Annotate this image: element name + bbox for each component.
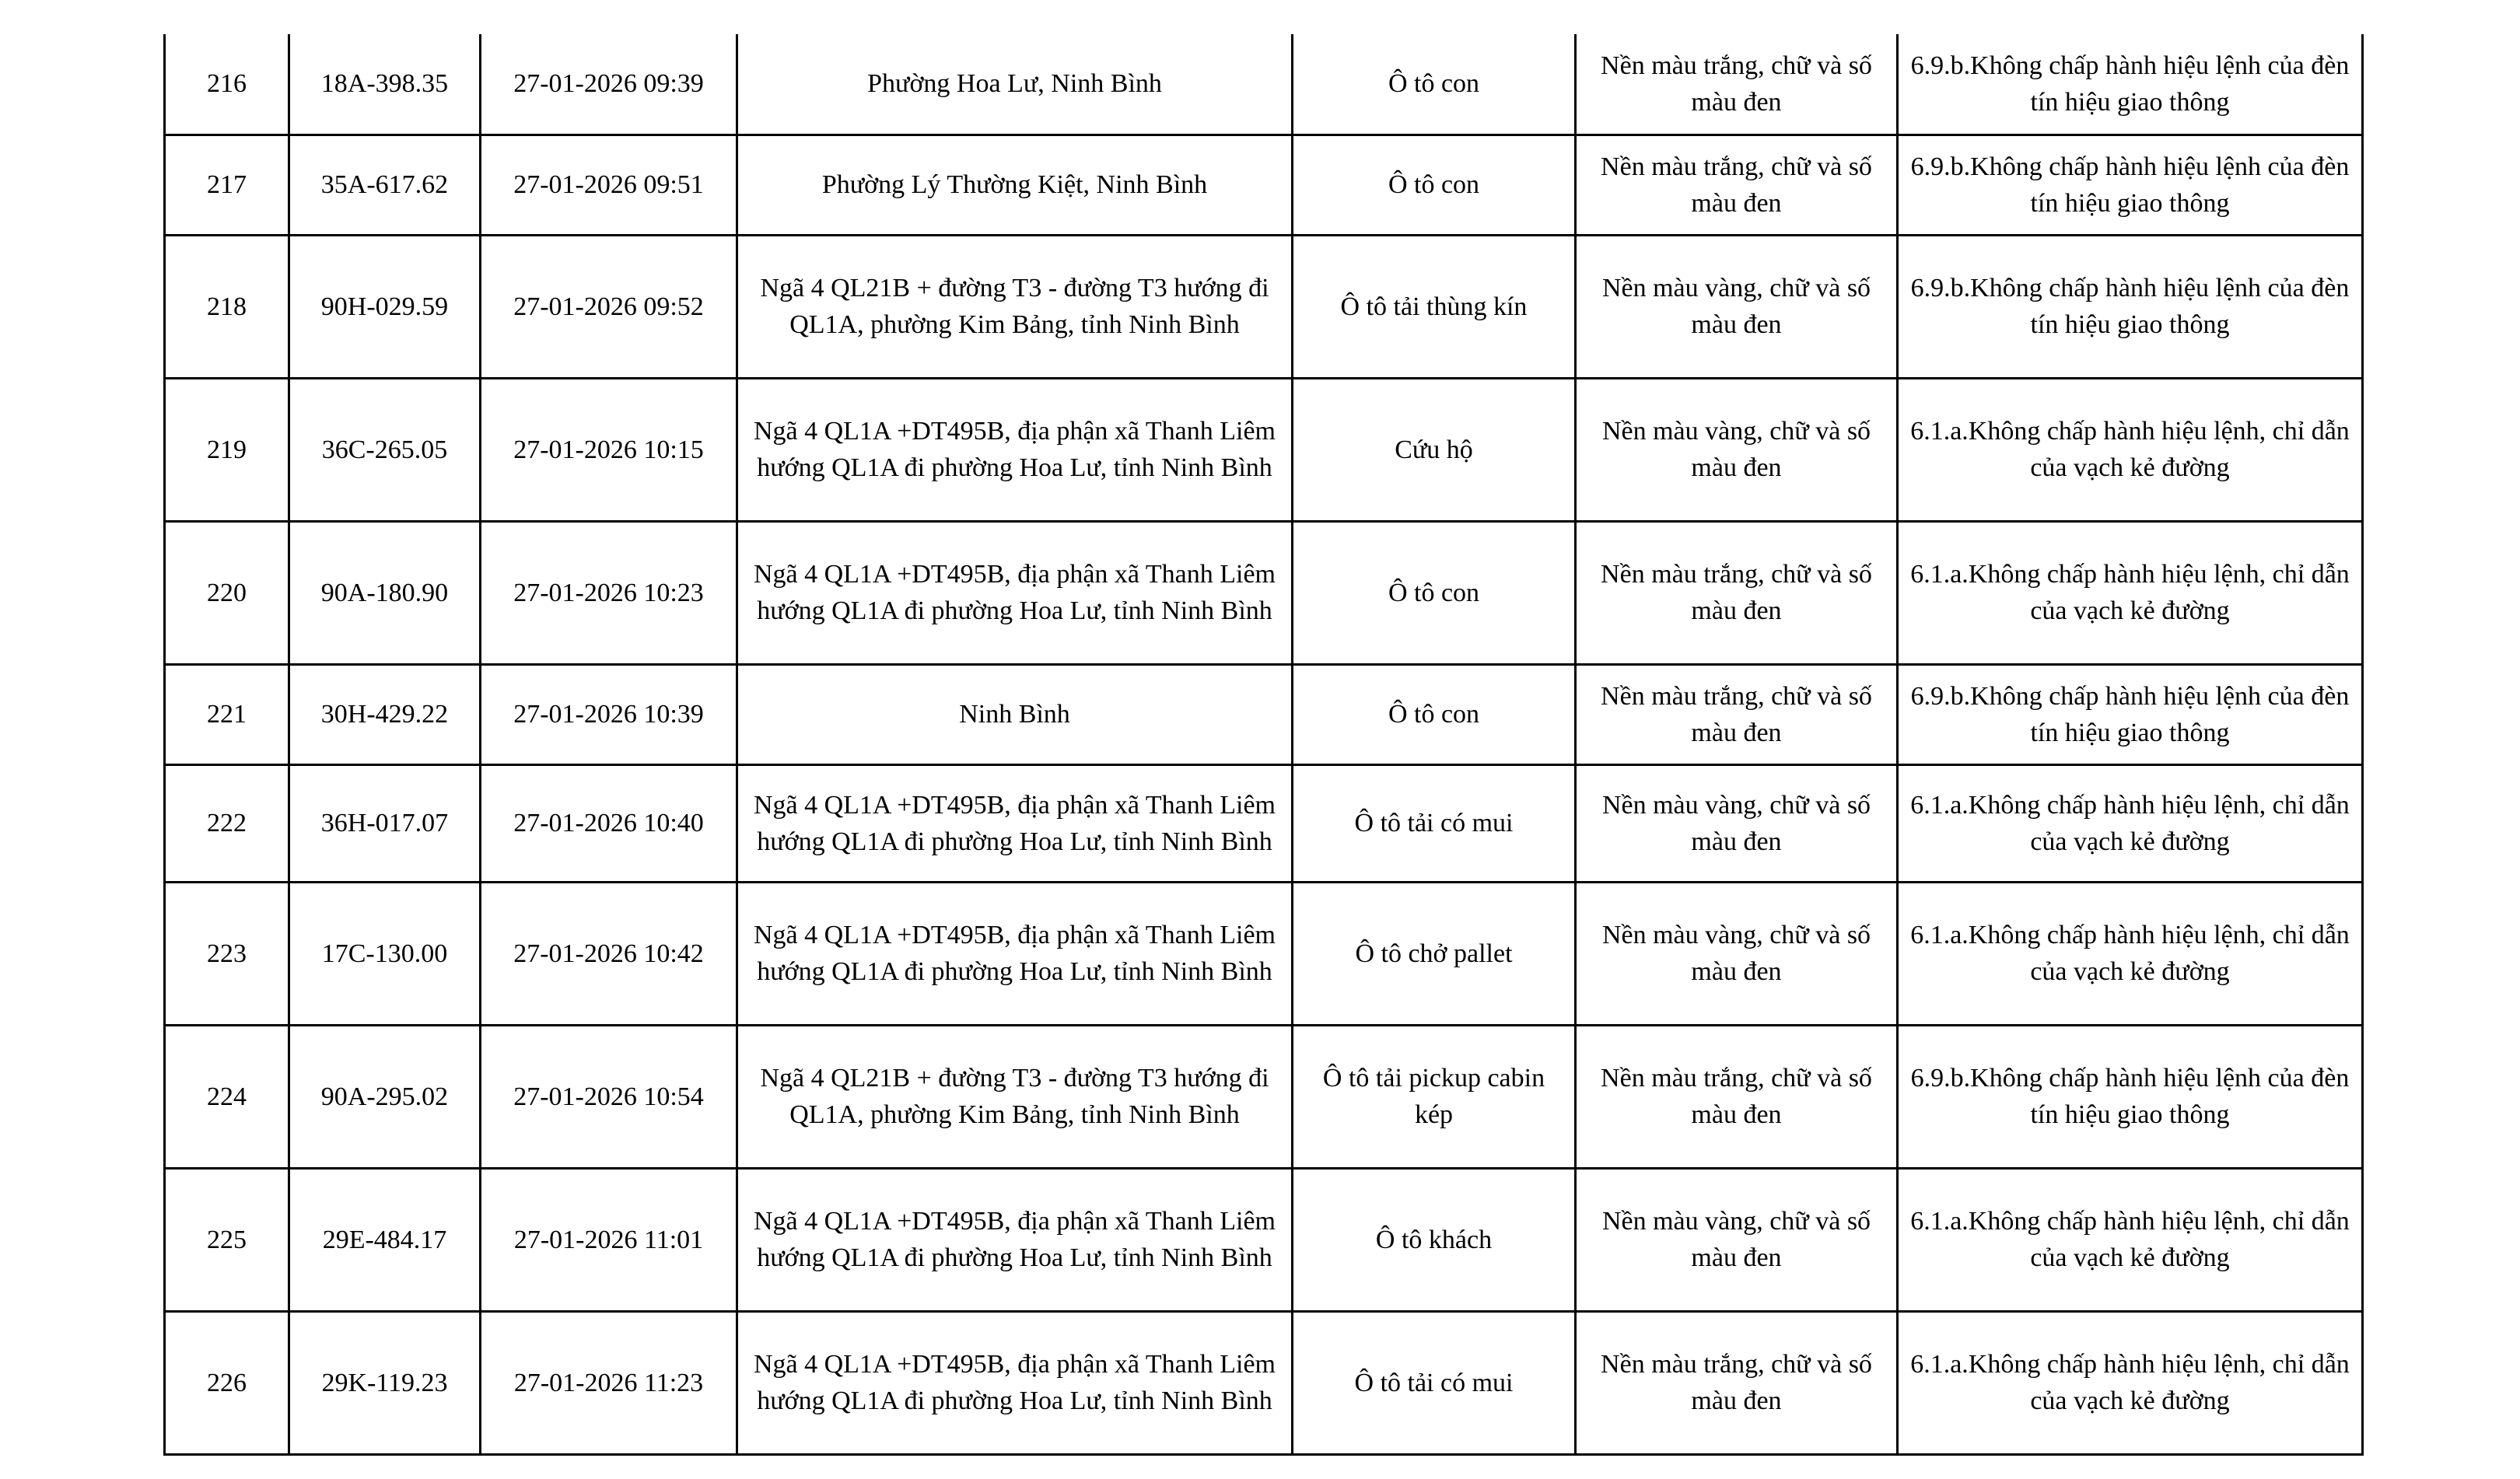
cell-violation: 6.9.b.Không chấp hành hiệu lệnh của đèn tín hiệu giao thông — [1898, 1025, 2363, 1168]
cell-stt: 217 — [165, 135, 289, 235]
cell-plate: 29E-484.17 — [289, 1168, 481, 1311]
cell-stt: 222 — [165, 764, 289, 882]
cell-violation: 6.1.a.Không chấp hành hiệu lệnh, chỉ dẫn của vạch kẻ đường — [1898, 378, 2363, 521]
cell-plate-color: Nền màu vàng, chữ và số màu đen — [1576, 235, 1898, 378]
cell-stt: 224 — [165, 1025, 289, 1168]
cell-datetime: 27-01-2026 11:01 — [481, 1168, 737, 1311]
cell-plate: 18A-398.35 — [289, 34, 481, 135]
cell-datetime: 27-01-2026 10:15 — [481, 378, 737, 521]
cell-location: Ninh Bình — [737, 664, 1293, 764]
violation-table — [163, 34, 2364, 1456]
cell-plate: 90A-180.90 — [289, 521, 481, 664]
cell-datetime: 27-01-2026 10:54 — [481, 1025, 737, 1168]
cell-plate-color: Nền màu trắng, chữ và số màu đen — [1576, 34, 1898, 135]
cell-stt: 225 — [165, 1168, 289, 1311]
cell-vehicle: Ô tô con — [1293, 135, 1576, 235]
cell-plate: 30H-429.22 — [289, 664, 481, 764]
cell-violation: 6.9.b.Không chấp hành hiệu lệnh của đèn tín hiệu giao thông — [1898, 34, 2363, 135]
cell-violation: 6.1.a.Không chấp hành hiệu lệnh, chỉ dẫn của vạch kẻ đường — [1898, 882, 2363, 1025]
cell-location: Ngã 4 QL21B + đường T3 - đường T3 hướng đi QL1A, phường Kim Bảng, tỉnh Ninh Bình — [737, 235, 1293, 378]
table-row — [165, 378, 2363, 521]
cell-location: Ngã 4 QL1A +DT495B, địa phận xã Thanh Liêm hướng QL1A đi phường Hoa Lư, tỉnh Ninh Bình — [737, 1168, 1293, 1311]
table-row — [165, 764, 2363, 882]
cell-datetime: 27-01-2026 09:52 — [481, 235, 737, 378]
table-row — [165, 135, 2363, 235]
cell-violation: 6.1.a.Không chấp hành hiệu lệnh, chỉ dẫn của vạch kẻ đường — [1898, 764, 2363, 882]
cell-stt: 226 — [165, 1311, 289, 1454]
cell-violation: 6.1.a.Không chấp hành hiệu lệnh, chỉ dẫn của vạch kẻ đường — [1898, 521, 2363, 664]
table-row — [165, 1025, 2363, 1168]
cell-violation: 6.9.b.Không chấp hành hiệu lệnh của đèn tín hiệu giao thông — [1898, 235, 2363, 378]
cell-violation: 6.9.b.Không chấp hành hiệu lệnh của đèn tín hiệu giao thông — [1898, 664, 2363, 764]
table-row — [165, 882, 2363, 1025]
cell-datetime: 27-01-2026 10:23 — [481, 521, 737, 664]
table-row — [165, 1311, 2363, 1454]
cell-vehicle: Cứu hộ — [1293, 378, 1576, 521]
cell-violation: 6.1.a.Không chấp hành hiệu lệnh, chỉ dẫn của vạch kẻ đường — [1898, 1168, 2363, 1311]
cell-plate-color: Nền màu trắng, chữ và số màu đen — [1576, 664, 1898, 764]
cell-stt: 221 — [165, 664, 289, 764]
cell-location: Ngã 4 QL1A +DT495B, địa phận xã Thanh Liêm hướng QL1A đi phường Hoa Lư, tỉnh Ninh Bình — [737, 521, 1293, 664]
cell-plate: 90A-295.02 — [289, 1025, 481, 1168]
cell-stt: 219 — [165, 378, 289, 521]
cell-stt: 223 — [165, 882, 289, 1025]
table-row — [165, 34, 2363, 135]
cell-location: Ngã 4 QL21B + đường T3 - đường T3 hướng đi QL1A, phường Kim Bảng, tỉnh Ninh Bình — [737, 1025, 1293, 1168]
cell-vehicle: Ô tô tải thùng kín — [1293, 235, 1576, 378]
cell-plate-color: Nền màu vàng, chữ và số màu đen — [1576, 764, 1898, 882]
cell-plate-color: Nền màu vàng, chữ và số màu đen — [1576, 1168, 1898, 1311]
cell-plate: 36C-265.05 — [289, 378, 481, 521]
cell-datetime: 27-01-2026 10:42 — [481, 882, 737, 1025]
cell-vehicle: Ô tô tải có mui — [1293, 764, 1576, 882]
table-row — [165, 1168, 2363, 1311]
cell-location: Ngã 4 QL1A +DT495B, địa phận xã Thanh Liêm hướng QL1A đi phường Hoa Lư, tỉnh Ninh Bình — [737, 764, 1293, 882]
cell-location: Ngã 4 QL1A +DT495B, địa phận xã Thanh Liêm hướng QL1A đi phường Hoa Lư, tỉnh Ninh Bình — [737, 882, 1293, 1025]
table-row — [165, 235, 2363, 378]
cell-plate-color: Nền màu trắng, chữ và số màu đen — [1576, 521, 1898, 664]
cell-stt: 220 — [165, 521, 289, 664]
cell-vehicle: Ô tô tải có mui — [1293, 1311, 1576, 1454]
cell-plate: 29K-119.23 — [289, 1311, 481, 1454]
cell-vehicle: Ô tô chở pallet — [1293, 882, 1576, 1025]
cell-plate-color: Nền màu vàng, chữ và số màu đen — [1576, 882, 1898, 1025]
cell-vehicle: Ô tô con — [1293, 521, 1576, 664]
cell-vehicle: Ô tô con — [1293, 664, 1576, 764]
cell-vehicle: Ô tô tải pickup cabin kép — [1293, 1025, 1576, 1168]
cell-stt: 218 — [165, 235, 289, 378]
cell-stt: 216 — [165, 34, 289, 135]
cell-location: Phường Hoa Lư, Ninh Bình — [737, 34, 1293, 135]
cell-datetime: 27-01-2026 09:51 — [481, 135, 737, 235]
cell-datetime: 27-01-2026 10:40 — [481, 764, 737, 882]
cell-datetime: 27-01-2026 11:23 — [481, 1311, 737, 1454]
cell-plate: 36H-017.07 — [289, 764, 481, 882]
cell-datetime: 27-01-2026 10:39 — [481, 664, 737, 764]
cell-location: Phường Lý Thường Kiệt, Ninh Bình — [737, 135, 1293, 235]
cell-vehicle: Ô tô con — [1293, 34, 1576, 135]
cell-location: Ngã 4 QL1A +DT495B, địa phận xã Thanh Liêm hướng QL1A đi phường Hoa Lư, tỉnh Ninh Bình — [737, 1311, 1293, 1454]
cell-datetime: 27-01-2026 09:39 — [481, 34, 737, 135]
cell-plate-color: Nền màu trắng, chữ và số màu đen — [1576, 135, 1898, 235]
cell-violation: 6.1.a.Không chấp hành hiệu lệnh, chỉ dẫn của vạch kẻ đường — [1898, 1311, 2363, 1454]
cell-violation: 6.9.b.Không chấp hành hiệu lệnh của đèn tín hiệu giao thông — [1898, 135, 2363, 235]
table-row — [165, 521, 2363, 664]
cell-plate-color: Nền màu trắng, chữ và số màu đen — [1576, 1311, 1898, 1454]
cell-location: Ngã 4 QL1A +DT495B, địa phận xã Thanh Liêm hướng QL1A đi phường Hoa Lư, tỉnh Ninh Bình — [737, 378, 1293, 521]
cell-plate: 17C-130.00 — [289, 882, 481, 1025]
cell-vehicle: Ô tô khách — [1293, 1168, 1576, 1311]
cell-plate-color: Nền màu trắng, chữ và số màu đen — [1576, 1025, 1898, 1168]
cell-plate: 90H-029.59 — [289, 235, 481, 378]
cell-plate-color: Nền màu vàng, chữ và số màu đen — [1576, 378, 1898, 521]
table-row — [165, 664, 2363, 764]
cell-plate: 35A-617.62 — [289, 135, 481, 235]
